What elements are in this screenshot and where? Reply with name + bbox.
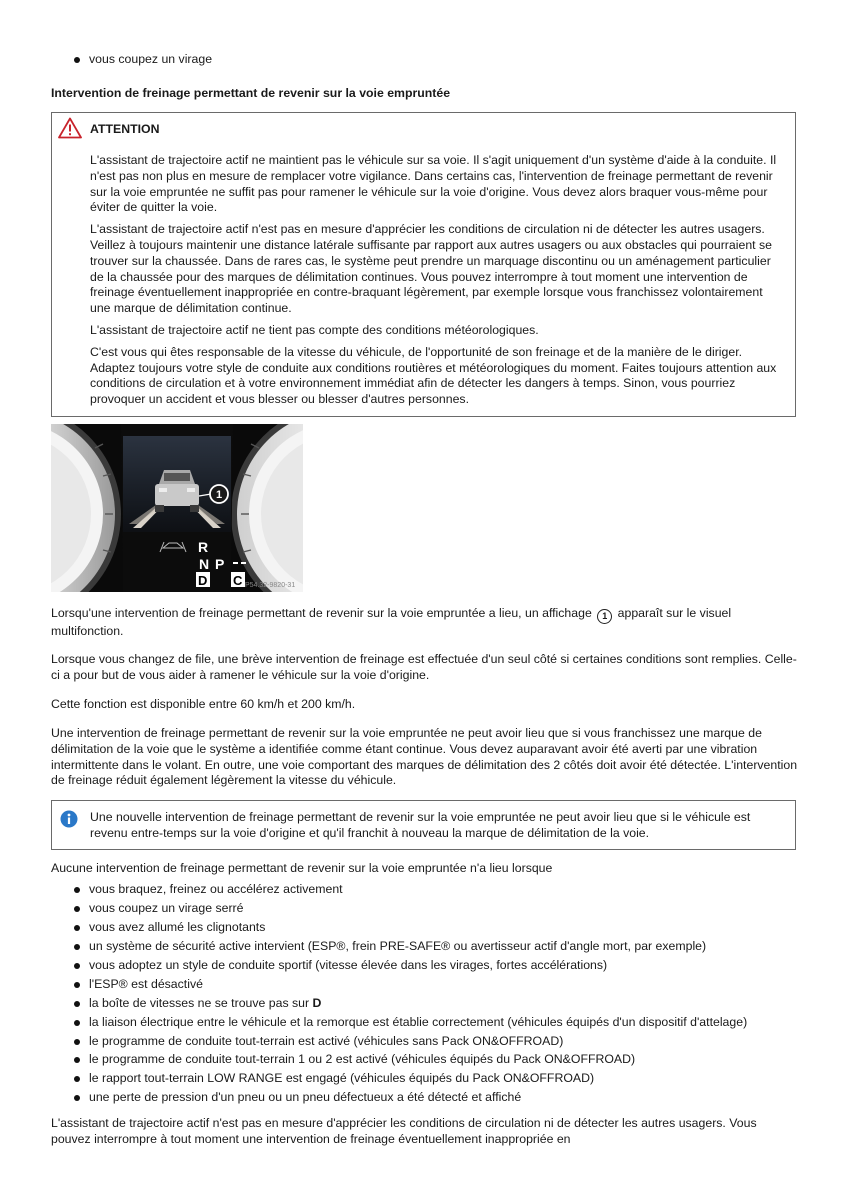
instrument-cluster-figure [51, 424, 303, 592]
gear-d-selected: D [198, 573, 208, 588]
list-item [51, 996, 798, 1012]
list-item-text: vous coupez un virage serré [89, 901, 244, 915]
paragraph-display-text: Lorsqu'une intervention de freinage permettant de revenir sur la voie empruntée a lieu, un affichage [51, 606, 592, 620]
list-item-text: vous avez allumé les clignotants [89, 920, 266, 934]
figure-code: P54.32-9820-31 [245, 582, 296, 589]
final-paragraph: L'assistant de trajectoire actif n'est pas en mesure d'apprécier les conditions de circulation ni de détecter les autres usagers. Vous pouvez interrompre à tout moment une intervention de freinage éventuellement inappropriée en [51, 1116, 757, 1146]
list-item-text: le programme de conduite tout-terrain 1 ou 2 est activé (véhicules équipés du Pack ON&OFFROAD) [89, 1052, 636, 1066]
list-item-text: vous adoptez un style de conduite sportif (vitesse élevée dans les virages, fortes accélérations) [89, 958, 608, 972]
info-box [51, 800, 796, 850]
list-item [51, 977, 798, 993]
list-item-text: le rapport tout-terrain LOW RANGE est engagé (véhicules équipés du Pack ON&OFFROAD) [89, 1071, 595, 1085]
callout-number: 1 [215, 489, 223, 501]
list-item [51, 1015, 798, 1031]
paragraph-display-text-end: apparaît sur le visuel multifonction. [51, 606, 732, 638]
list-item-text: la liaison électrique entre le véhicule et la remorque est établie correctement (véhicules équipés d'un dispositif d'attelage) [89, 1015, 748, 1029]
info-icon [60, 810, 78, 828]
attention-title: ATTENTION [90, 122, 160, 136]
list-item-text: un système de sécurité active intervient (ESP®, frein PRE-SAFE® ou avertisseur actif d'angle mort, par exemple) [89, 939, 707, 953]
warning-triangle-icon [58, 117, 82, 139]
paragraph-speed-range: Cette fonction est disponible entre 60 km/h et 200 km/h. [51, 697, 356, 711]
gear-p: P [215, 556, 225, 572]
list-item [51, 939, 798, 955]
gear-d-label: D [312, 996, 322, 1010]
list-intro: Aucune intervention de freinage permettant de revenir sur la voie empruntée n'a lieu lorsque [51, 861, 553, 875]
section-heading: Intervention de freinage permettant de revenir sur la voie empruntée [51, 86, 451, 100]
list-item [51, 1071, 798, 1087]
callout-circle-icon: 1 [597, 609, 612, 624]
attention-paragraph: L'assistant de trajectoire actif n'est pas en mesure d'apprécier les conditions de circulation ni de détecter les autres usagers. Veillez à toujours maintenir une distance latérale suffisante par rapport aux autres usagers ou aux obstacles qui pourraient se trouver sur la chaussée. Dans de rares cas, le système peut prendre un marquage discontinu ou un aménagement particulier de la chaussée pour des marques de délimitation continues. Vous pouvez interrompre à tout moment une intervention de freinage éventuellement inappropriée en contre-braquant légèrement, par exemple lorsque vous franchissez volontairement une marque de délimitation continue. [90, 222, 772, 316]
attention-paragraph: C'est vous qui êtes responsable de la vitesse du véhicule, de l'opportunité de son freinage et de la manière de le diriger. Adaptez toujours votre style de conduite aux conditions routières et météorologiques du moment. Faites toujours attention aux conditions de circulation et à votre environnement immédiat afin de détecter les dangers à temps. Sinon, vous pourriez provoquer un accident et vous blesser ou blesser d'autres personnes. [90, 344, 777, 407]
attention-paragraph: L'assistant de trajectoire actif ne maintient pas le véhicule sur sa voie. Il s'agit uniquement d'un système d'aide à la conduite. Il n'est pas non plus en mesure de remplacer votre vigilance. Dans certains cas, l'intervention de freinage permettant de revenir sur la voie empruntée ne suffit pas pour ramener le véhicule sur la voie d'origine. Vous devez alors braquer vous-même pour éviter de quitter la voie. [90, 153, 777, 215]
list-item-text: la boîte de vitesses ne se trouve pas sur [89, 996, 310, 1010]
paragraph-lane-change: Lorsque vous changez de file, une brève intervention de freinage est effectuée d'un seul côté si certaines conditions sont remplies. Celle-ci a pour but de vous aider à ramener le véhicule sur la voie d'origine. [51, 652, 797, 682]
mode-c: C [233, 573, 243, 588]
list-item [51, 958, 798, 974]
info-text: Une nouvelle intervention de freinage permettant de revenir sur la voie empruntée ne peut avoir lieu que si le véhicule est revenu entre-temps sur la voie d'origine et qu'il franchit à nouveau la marque de délimitation de la voie. [90, 810, 751, 840]
list-item-text: vous braquez, freinez ou accélérez activement [89, 882, 343, 896]
attention-box [51, 112, 796, 417]
cluster-illustration [51, 424, 303, 592]
list-item [51, 882, 798, 898]
list-item-text: une perte de pression d'un pneu ou un pneu défectueux a été détecté et affiché [89, 1090, 522, 1104]
list-item [51, 920, 798, 936]
list-item-text: l'ESP® est désactivé [89, 977, 203, 991]
paragraph-display [51, 606, 798, 640]
gear-n: N [199, 556, 210, 572]
list-item [51, 901, 798, 917]
list-item [51, 1052, 798, 1068]
attention-paragraph: L'assistant de trajectoire actif ne tient pas compte des conditions météorologiques. [90, 322, 539, 337]
bullet-item [51, 52, 798, 68]
gear-r: R [198, 539, 209, 555]
paragraph-conditions: Une intervention de freinage permettant de revenir sur la voie empruntée ne peut avoir lieu que si vous franchissez une marque de délimitation de la voie que le système a identifiée comme étant continue. Vous devez auparavant avoir été averti par une vibration intermittente dans le volant. En outre, une voie comportant des marques de délimitation des 2 côtés doit avoir été détectée. L'intervention de freinage réduit également légèrement la vitesse du véhicule. [51, 726, 798, 788]
bullet-text: vous coupez un virage [89, 52, 213, 66]
list-item [51, 1090, 798, 1106]
list-item-text: le programme de conduite tout-terrain est activé (véhicules sans Pack ON&OFFROAD) [89, 1034, 564, 1048]
list-item [51, 1034, 798, 1050]
